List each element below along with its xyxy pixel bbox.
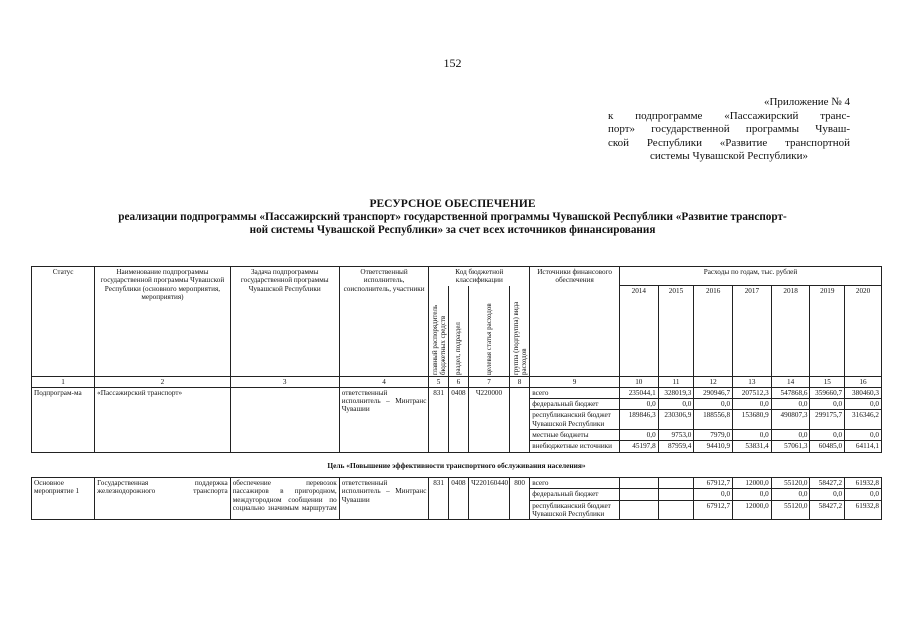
cell-target: Ч220000: [469, 387, 510, 452]
col-number: 10: [619, 376, 658, 387]
cell-value: [658, 477, 694, 488]
col-number: 16: [845, 376, 882, 387]
col-number: 6: [448, 376, 468, 387]
cell-source: республиканский бюджет Чувашской Республики: [530, 500, 620, 520]
document-title: [40, 198, 865, 237]
header-budget-code: Код бюджетной классификации: [429, 267, 530, 286]
cell-value: 58427,2: [810, 500, 845, 520]
cell-value: 0,0: [658, 399, 694, 410]
col-number: 1: [32, 376, 95, 387]
cell-value: 547868,6: [771, 387, 810, 398]
table-row: [32, 477, 882, 488]
cell-value: 207512,3: [733, 387, 772, 398]
cell-value: 0,0: [771, 399, 810, 410]
title-line: ной системы Чувашской Республики» за счет всех источников финансирования: [249, 224, 656, 236]
cell-value: 299175,7: [810, 410, 845, 430]
cell-group: 800: [509, 477, 529, 519]
cell-source: республиканский бюджет Чувашской Республики: [530, 410, 620, 430]
cell-value: 0,0: [733, 489, 772, 500]
col-number: 5: [429, 376, 448, 387]
cell-value: 55120,0: [771, 500, 810, 520]
appendix-line: системы Чувашской Республики»: [650, 150, 808, 163]
header-year: 2020: [845, 286, 882, 377]
cell-value: 60485,0: [810, 441, 845, 452]
cell-value: [619, 489, 658, 500]
page-number: 152: [443, 56, 462, 70]
cell-value: 87959,4: [658, 441, 694, 452]
cell-value: 0,0: [810, 430, 845, 441]
cell-value: 0,0: [733, 399, 772, 410]
header-year: 2016: [694, 286, 733, 377]
appendix-line: порт» государственной программы Чуваш-: [608, 123, 850, 136]
cell-value: 0,0: [619, 430, 658, 441]
cell-section: 0408: [448, 387, 468, 452]
cell-value: 94410,9: [694, 441, 733, 452]
col-number: 15: [810, 376, 845, 387]
cell-value: 0,0: [771, 430, 810, 441]
header-year: 2019: [810, 286, 845, 377]
header-bc-group: группа (подгруппа) вида расходов: [511, 301, 528, 375]
cell-value: 9753,0: [658, 430, 694, 441]
header-year: 2017: [733, 286, 772, 377]
header-year: 2015: [658, 286, 694, 377]
header-executor: Ответственный исполнитель, соисполнитель, участники: [339, 267, 429, 377]
col-number: 14: [771, 376, 810, 387]
col-number: 8: [509, 376, 529, 387]
col-number: 7: [469, 376, 510, 387]
cell-source: всего: [530, 387, 620, 398]
header-bc-grbs: главный распорядитель бюджетных средств: [431, 304, 448, 375]
goal-row: [32, 452, 882, 477]
cell-status: Основное мероприятие 1: [32, 477, 95, 519]
header-name: Наименование подпрограммы государственной программы Чувашской Республики (основного мероприятия, мероприятия): [95, 267, 231, 377]
cell-value: 0,0: [810, 489, 845, 500]
col-number: 13: [733, 376, 772, 387]
cell-value: 0,0: [845, 489, 882, 500]
cell-value: 0,0: [810, 399, 845, 410]
cell-value: 12000,0: [733, 500, 772, 520]
cell-value: 58427,2: [810, 477, 845, 488]
cell-value: 61932,8: [845, 500, 882, 520]
cell-value: 380460,3: [845, 387, 882, 398]
header-row: [32, 267, 882, 286]
cell-target: Ч220160440: [469, 477, 510, 519]
title-line: РЕСУРСНОЕ ОБЕСПЕЧЕНИЕ: [369, 198, 536, 210]
cell-value: 189846,3: [619, 410, 658, 430]
cell-value: 490807,3: [771, 410, 810, 430]
cell-task: [230, 387, 339, 452]
cell-value: 67912,7: [694, 477, 733, 488]
cell-value: 67912,7: [694, 500, 733, 520]
cell-value: [619, 500, 658, 520]
cell-value: 230306,9: [658, 410, 694, 430]
cell-value: 0,0: [694, 489, 733, 500]
cell-value: [658, 500, 694, 520]
cell-value: 188556,8: [694, 410, 733, 430]
cell-value: 0,0: [845, 399, 882, 410]
cell-source: внебюджетные источники: [530, 441, 620, 452]
cell-value: 290946,7: [694, 387, 733, 398]
header-sources: Источники финансового обеспечения: [530, 267, 620, 377]
cell-executor: ответственный исполнитель – Минтранс Чувашии: [339, 477, 429, 519]
header-bc-section: раздел, подраздел: [454, 321, 463, 375]
cell-value: 235044,1: [619, 387, 658, 398]
appendix-line: к подпрограмме «Пассажирский транс-: [608, 109, 850, 122]
cell-value: 57061,3: [771, 441, 810, 452]
cell-value: 45197,8: [619, 441, 658, 452]
cell-value: 7979,0: [694, 430, 733, 441]
col-number: 4: [339, 376, 429, 387]
title-line: реализации подпрограммы «Пассажирский транспорт» государственной программы Чувашской Республики «Развитие транспорт-: [118, 211, 787, 223]
cell-value: 153680,9: [733, 410, 772, 430]
cell-name: Государственная поддержка железнодорожного транспорта: [95, 477, 231, 519]
cell-value: 12000,0: [733, 477, 772, 488]
cell-value: 0,0: [733, 430, 772, 441]
col-number: 3: [230, 376, 339, 387]
col-number: 9: [530, 376, 620, 387]
cell-value: [658, 489, 694, 500]
cell-value: [619, 477, 658, 488]
col-number: 12: [694, 376, 733, 387]
col-number: 2: [95, 376, 231, 387]
cell-executor: ответственный исполнитель – Минтранс Чувашии: [339, 387, 429, 452]
header-year: 2018: [771, 286, 810, 377]
table-row: [32, 387, 882, 398]
cell-value: 359660,7: [810, 387, 845, 398]
header-year: 2014: [619, 286, 658, 377]
cell-value: 0,0: [694, 399, 733, 410]
cell-value: 0,0: [845, 430, 882, 441]
cell-value: 53831,4: [733, 441, 772, 452]
cell-value: 328019,3: [658, 387, 694, 398]
header-bc-target: целевая статья расходов: [485, 302, 494, 375]
appendix-line: «Приложение № 4: [763, 96, 850, 108]
cell-value: 55120,0: [771, 477, 810, 488]
column-number-row: [32, 376, 882, 387]
cell-source: местные бюджеты: [530, 430, 620, 441]
appendix-note: [608, 96, 850, 164]
cell-source: всего: [530, 477, 620, 488]
appendix-line: ской Республики «Развитие транспортной: [608, 136, 850, 149]
cell-task: обеспечение перевозок пассажиров в пригородном, междугородном сообщении по социально значимым маршрутам: [230, 477, 339, 519]
cell-value: 0,0: [619, 399, 658, 410]
cell-source: федеральный бюджет: [530, 489, 620, 500]
cell-source: федеральный бюджет: [530, 399, 620, 410]
cell-grbs: 831: [429, 387, 448, 452]
cell-status: Подпрограм-ма: [32, 387, 95, 452]
cell-name: «Пассажирский транспорт»: [95, 387, 231, 452]
resource-table: [31, 266, 882, 520]
header-status: Статус: [32, 267, 95, 377]
goal-text: Цель «Повышение эффективности транспортного обслуживания населения»: [32, 452, 882, 477]
cell-value: 316346,2: [845, 410, 882, 430]
cell-value: 0,0: [771, 489, 810, 500]
cell-group: [509, 387, 529, 452]
cell-value: 61932,8: [845, 477, 882, 488]
header-task: Задача подпрограммы государственной программы Чувашской Республики: [230, 267, 339, 377]
cell-value: 64114,1: [845, 441, 882, 452]
cell-section: 0408: [448, 477, 468, 519]
cell-grbs: 831: [429, 477, 448, 519]
col-number: 11: [658, 376, 694, 387]
header-expenses: Расходы по годам, тыс. рублей: [619, 267, 881, 286]
